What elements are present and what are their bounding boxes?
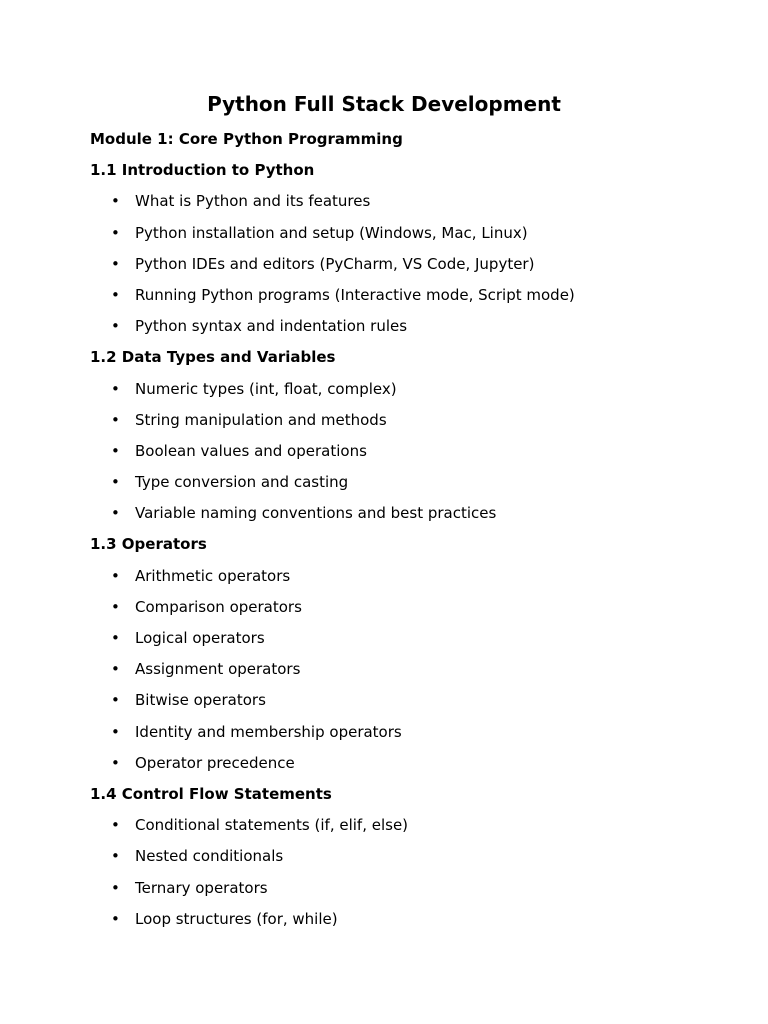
list-item <box>90 877 710 900</box>
section-heading: 1.4 Control Flow Statements <box>90 784 332 803</box>
bullet-icon: • <box>111 753 120 772</box>
list-item <box>90 627 710 650</box>
section-heading: 1.2 Data Types and Variables <box>90 348 336 367</box>
list-item <box>90 908 710 931</box>
document-content <box>90 128 710 939</box>
list-item-text: Running Python programs (Interactive mode, Script mode) <box>135 285 575 304</box>
list-item-text: Nested conditionals <box>135 847 284 866</box>
bullet-icon: • <box>111 691 120 710</box>
list-item <box>90 721 710 744</box>
section-control-flow <box>90 783 710 931</box>
bullet-list <box>90 814 710 931</box>
list-item <box>90 253 710 276</box>
list-item <box>90 689 710 712</box>
bullet-icon: • <box>111 878 120 897</box>
list-item-text: Ternary operators <box>135 878 268 897</box>
list-item-text: Python syntax and indentation rules <box>135 317 408 336</box>
list-item-text: Loop structures (for, while) <box>135 909 338 928</box>
list-item-text: Arithmetic operators <box>135 566 291 585</box>
list-item-text: Bitwise operators <box>135 691 266 710</box>
list-item <box>90 596 710 619</box>
module-heading: Module 1: Core Python Programming <box>90 130 403 148</box>
section-operators <box>90 533 710 774</box>
list-item-text: Logical operators <box>135 629 265 647</box>
bullet-icon: • <box>111 317 120 336</box>
bullet-icon: • <box>111 223 120 242</box>
bullet-list <box>90 378 710 526</box>
bullet-icon: • <box>111 566 120 585</box>
list-item <box>90 284 710 307</box>
section-heading: 1.1 Introduction to Python <box>90 161 315 180</box>
list-item <box>90 222 710 245</box>
list-item-text: Numeric types (int, float, complex) <box>135 379 397 398</box>
list-item-text: Python installation and setup (Windows, Mac, Linux) <box>135 223 528 242</box>
list-item-text: Operator precedence <box>135 753 295 772</box>
bullet-icon: • <box>111 410 120 429</box>
list-item-text: Python IDEs and editors (PyCharm, VS Code, Jupyter) <box>135 254 535 273</box>
section-heading: 1.3 Operators <box>90 535 207 554</box>
list-item-text: Type conversion and casting <box>135 473 349 492</box>
list-item-text: Comparison operators <box>135 597 302 616</box>
section-introduction <box>90 159 710 338</box>
list-item-text: String manipulation and methods <box>135 410 387 429</box>
list-item <box>90 814 710 837</box>
list-item <box>90 440 710 463</box>
list-item <box>90 315 710 338</box>
list-item-text: Assignment operators <box>135 660 301 679</box>
list-item <box>90 658 710 681</box>
bullet-icon: • <box>111 629 120 647</box>
bullet-icon: • <box>111 909 120 928</box>
list-item <box>90 471 710 494</box>
bullet-icon: • <box>111 847 120 866</box>
list-item-text: Variable naming conventions and best practices <box>135 504 497 523</box>
list-item <box>90 190 710 213</box>
bullet-icon: • <box>111 597 120 616</box>
bullet-icon: • <box>111 722 120 741</box>
bullet-icon: • <box>111 254 120 273</box>
bullet-icon: • <box>111 473 120 492</box>
bullet-icon: • <box>111 192 120 211</box>
list-item-text: Identity and membership operators <box>135 722 402 741</box>
bullet-icon: • <box>111 816 120 835</box>
list-item <box>90 565 710 588</box>
bullet-list <box>90 565 710 775</box>
list-item-text: What is Python and its features <box>135 192 371 211</box>
list-item-text: Boolean values and operations <box>135 441 367 460</box>
list-item <box>90 752 710 775</box>
list-item <box>90 502 710 525</box>
list-item <box>90 845 710 868</box>
bullet-icon: • <box>111 660 120 679</box>
list-item <box>90 378 710 401</box>
section-data-types <box>90 346 710 525</box>
list-item-text: Conditional statements (if, elif, else) <box>135 816 409 835</box>
list-item <box>90 409 710 432</box>
bullet-icon: • <box>111 285 120 304</box>
bullet-icon: • <box>111 504 120 523</box>
document-title: Python Full Stack Development <box>207 92 561 116</box>
bullet-icon: • <box>111 379 120 398</box>
bullet-icon: • <box>111 441 120 460</box>
bullet-list <box>90 190 710 338</box>
